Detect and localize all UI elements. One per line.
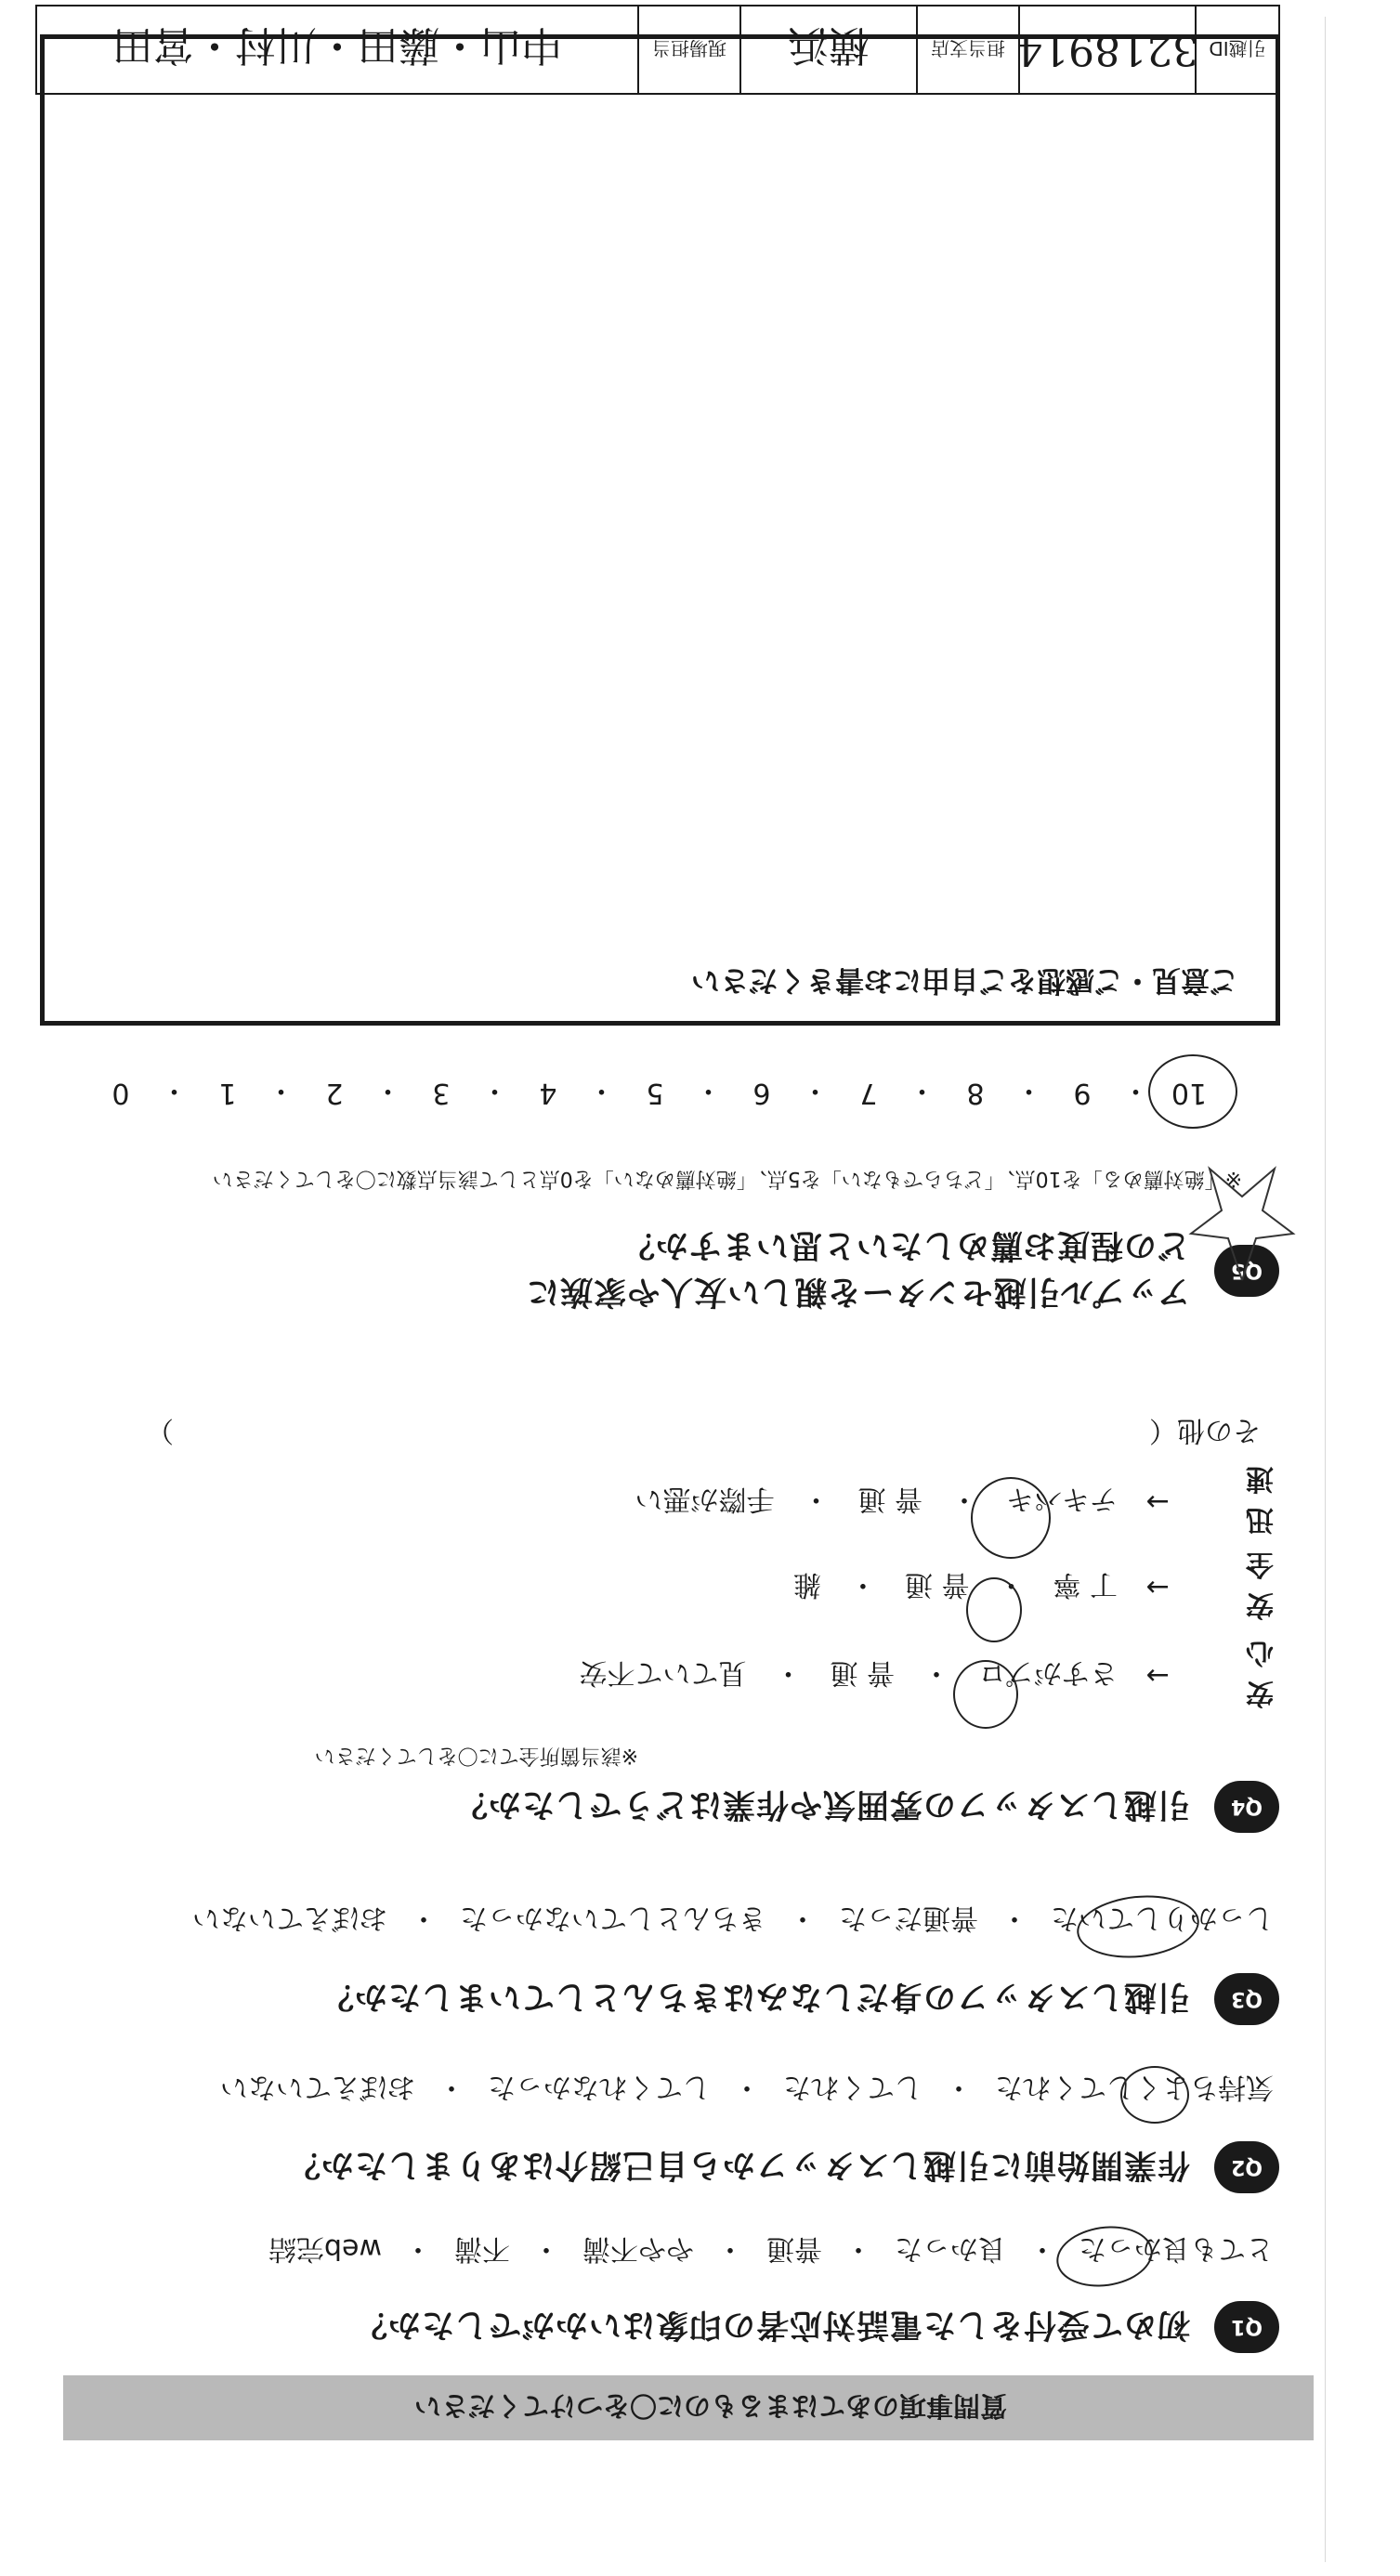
q5-score[interactable]: 10: [1171, 1077, 1208, 1110]
q2-option[interactable]: してくれなかった: [488, 2071, 711, 2103]
q2-text: 作業開始前に引越しスタッフから自己紹介はありましたか？: [286, 2146, 1190, 2183]
comments-box[interactable]: [40, 34, 1280, 1026]
q3-option[interactable]: おぼえていない: [192, 1902, 387, 1934]
selection-circle-q4-jinsoku: [971, 1477, 1051, 1559]
q1-text: 初めて受付をした電話対応者の印象はいかがでしたか？: [353, 2306, 1190, 2343]
q5-scale: 10 ・ 9 ・ 8 ・ 7 ・ 6 ・ 5 ・ 4 ・ 3 ・ 2 ・ 1 ・ 0: [100, 1073, 1210, 1114]
manager-label-cell: 現場担当: [637, 7, 739, 93]
q4-other: [146, 1413, 1261, 1454]
q4-option[interactable]: 普 通: [857, 1483, 922, 1515]
question-1: [354, 2301, 1279, 2353]
q4-row-anzen: 安全 → 丁 寧 ・ 普 通 ・ 雑: [786, 1547, 1274, 1628]
q4-option[interactable]: テキパキ: [1006, 1483, 1118, 1515]
id-row: [35, 5, 1280, 95]
q3-badge: Q3: [1214, 1973, 1279, 2025]
q2-option[interactable]: おぼえていない: [220, 2071, 415, 2103]
q1-option[interactable]: web完結: [268, 2232, 382, 2265]
q4-option[interactable]: 普 通: [830, 1656, 895, 1689]
arrow-icon: →: [1145, 1485, 1170, 1519]
arrow-icon: →: [1145, 1571, 1170, 1604]
q4-row-jinsoku: 迅速 → テキパキ ・ 普 通 ・ 手際が悪い: [627, 1461, 1274, 1543]
q4-row-label: 安全: [1229, 1548, 1274, 1621]
q5-score[interactable]: 8: [966, 1077, 985, 1110]
q1-options: とても良かった ・ 良かった ・ 普通 ・ やや不満 ・ 不満 ・ web完結: [263, 2231, 1279, 2272]
q4-row-label: 迅速: [1229, 1462, 1274, 1536]
q5-score[interactable]: 9: [1073, 1077, 1092, 1110]
q3-option[interactable]: しっかりしていた: [1051, 1902, 1274, 1934]
manager-value-cell[interactable]: 中山・藤田・川村・宮田: [112, 21, 562, 70]
star-doodle-icon: [1186, 1164, 1298, 1285]
question-5: [526, 1224, 1279, 1317]
q2-option[interactable]: 気持ちよくしてくれた: [995, 2071, 1274, 2103]
q4-option[interactable]: 雑: [792, 1568, 821, 1601]
q5-score[interactable]: 6: [752, 1077, 771, 1110]
q2-option[interactable]: してくれた: [783, 2071, 922, 2103]
question-4: [454, 1781, 1279, 1833]
q4-note: ※該当箇所全てに〇をしてください: [314, 1744, 638, 1767]
comments-title: ご意見・ご感想をご自由にお書きください: [691, 963, 1238, 997]
branch-label-cell: 担当支店: [916, 7, 1018, 93]
q5-note: ※「絶対薦める」を10点、「どちらでもない」を5点、「絶対薦めない」を0点として該当点数に〇をしてください: [212, 1167, 1242, 1190]
q2-options: 気持ちよくしてくれた ・ してくれた ・ してくれなかった ・ おぼえていない: [215, 2070, 1279, 2111]
q5-badge: Q5: [1214, 1245, 1279, 1297]
id-label-cell: 引越ID: [1195, 7, 1278, 93]
q5-score[interactable]: 3: [432, 1077, 451, 1110]
q4-option[interactable]: 見ていて不安: [579, 1656, 747, 1689]
q3-option[interactable]: きちんとしていなかった: [460, 1902, 766, 1934]
q3-option[interactable]: 普通だった: [839, 1902, 978, 1934]
q1-option[interactable]: 不満: [454, 2232, 510, 2265]
q1-option[interactable]: 普通: [766, 2232, 822, 2265]
q5-score[interactable]: 2: [325, 1077, 344, 1110]
q4-other-close: ）: [146, 1414, 174, 1446]
q4-other-label: その他（: [1149, 1414, 1261, 1446]
q3-text: 引越しスタッフの身だしなみはきちんとしていましたか？: [320, 1978, 1190, 2015]
id-value-cell[interactable]: 3218914: [1018, 7, 1195, 93]
selection-circle-q4-anzen: [966, 1577, 1022, 1642]
branch-value-cell[interactable]: 横浜: [739, 7, 916, 93]
selection-circle-q4-anshin: [953, 1660, 1018, 1729]
q4-option[interactable]: 手際が悪い: [635, 1483, 775, 1515]
q5-text-line1: アップル引越センターを親しい友人や家族に: [526, 1273, 1190, 1310]
q5-score[interactable]: 1: [218, 1077, 237, 1110]
q1-option[interactable]: 良かった: [895, 2232, 1006, 2265]
q4-option[interactable]: 普 通: [904, 1568, 970, 1601]
arrow-icon: →: [1145, 1659, 1170, 1693]
q5-score[interactable]: 0: [111, 1077, 130, 1110]
q5-score[interactable]: 5: [646, 1077, 664, 1110]
q1-option[interactable]: とても良かった: [1079, 2232, 1274, 2265]
q5-score[interactable]: 7: [859, 1077, 878, 1110]
instruction-band: [63, 2375, 1314, 2440]
q2-badge: Q2: [1214, 2141, 1279, 2193]
selection-circle-q5: [1148, 1054, 1237, 1129]
question-2: [287, 2141, 1279, 2193]
question-3: [321, 1973, 1279, 2025]
q4-row-anshin: 安心 → さすがプロ ・ 普 通 ・ 見ていて不安: [571, 1635, 1274, 1717]
q4-badge: Q4: [1214, 1781, 1279, 1833]
q4-text: 引越しスタッフの雰囲気や作業はどうでしたか？: [453, 1785, 1190, 1823]
q5-text-line2: どの程度お薦めしたいと思いますか？: [621, 1226, 1190, 1263]
q5-score[interactable]: 4: [539, 1077, 557, 1110]
selection-circle-q2: [1120, 2066, 1189, 2124]
instruction-text: 質問事項のあてはまるものに〇をつけてください: [413, 2390, 1007, 2423]
q1-badge: Q1: [1214, 2301, 1279, 2353]
q4-option[interactable]: さすがプロ: [978, 1656, 1118, 1689]
q3-options: しっかりしていた ・ 普通だった ・ きちんとしていなかった ・ おぼえていない: [187, 1901, 1279, 1942]
q1-option[interactable]: やや不満: [582, 2232, 694, 2265]
q4-row-label: 安心: [1229, 1636, 1274, 1709]
q4-option[interactable]: 丁 寧: [1053, 1568, 1118, 1601]
